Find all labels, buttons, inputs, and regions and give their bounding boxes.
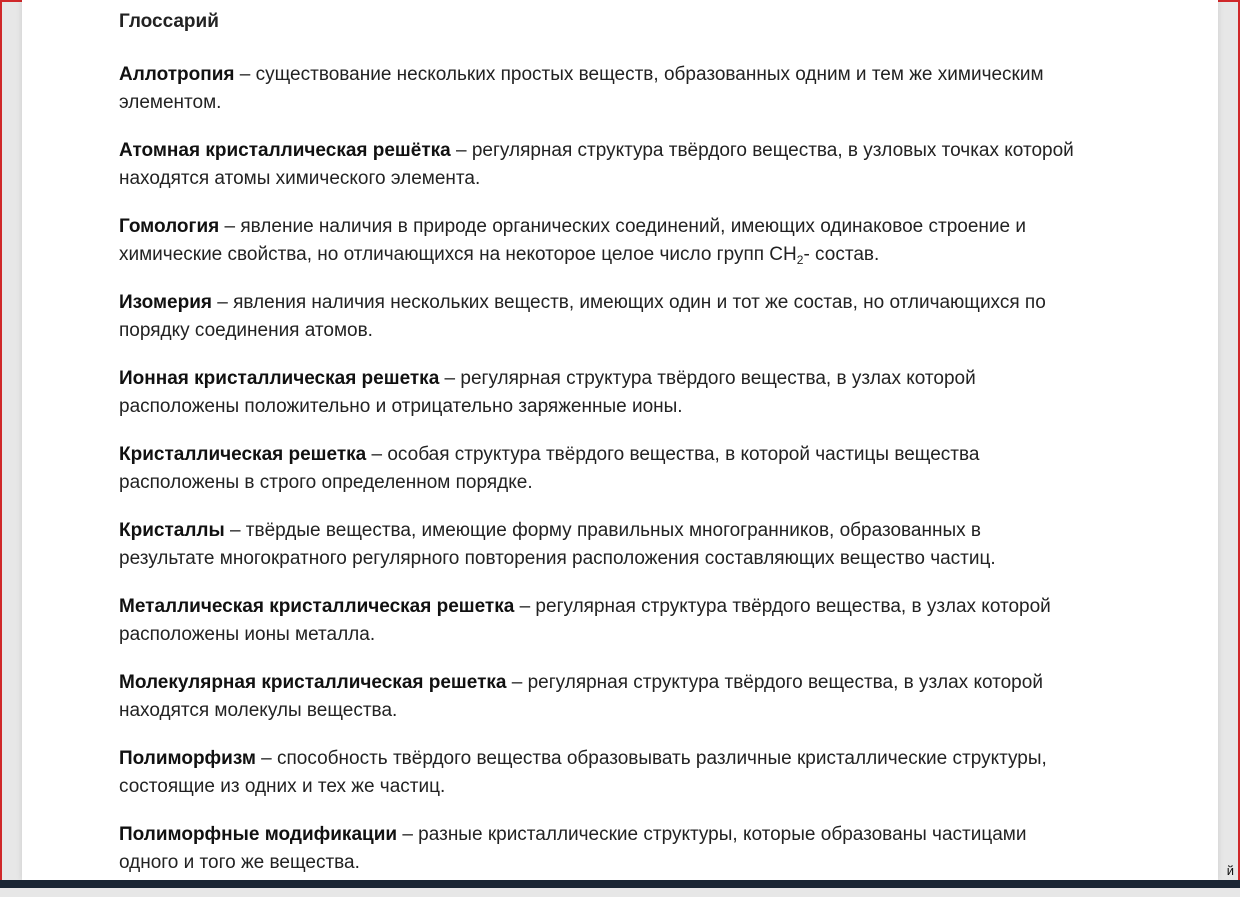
glossary-definition: – регулярная структура твёрдого вещества, в узлах которой расположены положительно и отрицательно заряженные ионы. <box>119 368 976 417</box>
glossary-term: Аллотропия <box>119 64 235 85</box>
glossary-entry <box>119 365 1079 421</box>
window-frame-left <box>0 0 2 880</box>
glossary-definition: – существование нескольких простых веществ, образованных одним и тем же химическим элементом. <box>119 64 1044 113</box>
bottom-bar <box>0 880 1240 888</box>
glossary-entry <box>119 61 1079 117</box>
glossary-definition: – твёрдые вещества, имеющие форму правильных многогранников, образованных в результате многократного регулярного повторения расположения составляющих вещество частиц. <box>119 520 996 569</box>
glossary-term: Полиморфные модификации <box>119 824 398 845</box>
glossary-entry <box>119 821 1079 877</box>
glossary-entry <box>119 289 1079 345</box>
glossary-definition: – регулярная структура твёрдого вещества, в узловых точках которой находятся атомы химического элемента. <box>119 140 1074 189</box>
glossary-entry <box>119 745 1079 801</box>
glossary-definition: – регулярная структура твёрдого вещества, в узлах которой расположены ионы металла. <box>119 596 1051 645</box>
glossary-definition: – явления наличия нескольких веществ, имеющих один и тот же состав, но отличающихся по порядку соединения атомов. <box>119 292 1046 341</box>
glossary-term: Кристаллы <box>119 520 225 541</box>
glossary-definition: – разные кристаллические структуры, которые образованы частицами одного и того же вещества. <box>119 824 1027 873</box>
glossary-entry <box>119 213 1079 269</box>
glossary-term: Кристаллическая решетка <box>119 444 367 465</box>
glossary-term: Изомерия <box>119 292 212 313</box>
glossary-term: Гомология <box>119 216 220 237</box>
document-page <box>22 0 1218 880</box>
glossary-entry <box>119 669 1079 725</box>
glossary-term: Ионная кристаллическая решетка <box>119 368 440 389</box>
glossary-definition: – способность твёрдого вещества образовывать различные кристаллические структуры, состоящие из одних и тех же частиц. <box>119 748 1047 797</box>
glossary-term: Молекулярная кристаллическая решетка <box>119 672 507 693</box>
glossary-content <box>119 8 1079 897</box>
glossary-term: Атомная кристаллическая решётка <box>119 140 451 161</box>
glossary-term: Полиморфизм <box>119 748 256 769</box>
glossary-term: Металлическая кристаллическая решетка <box>119 596 515 617</box>
glossary-definition: – регулярная структура твёрдого вещества, в узлах которой находятся молекулы вещества. <box>119 672 1043 721</box>
glossary-definition: – особая структура твёрдого вещества, в которой частицы вещества расположены в строго определенном порядке. <box>119 444 980 493</box>
glossary-entry <box>119 137 1079 193</box>
glossary-entry <box>119 517 1079 573</box>
glossary-entry <box>119 441 1079 497</box>
glossary-definition-tail: - состав. <box>803 244 880 265</box>
glossary-title: Глоссарий <box>119 11 219 32</box>
subscript: 2 <box>796 253 804 267</box>
glossary-entry <box>119 593 1079 649</box>
glossary-definition: – явление наличия в природе органических соединений, имеющих одинаковое строение и химические свойства, но отличающихся на некоторое целое число групп CH <box>119 216 1026 265</box>
corner-glyph: й <box>1226 863 1234 878</box>
